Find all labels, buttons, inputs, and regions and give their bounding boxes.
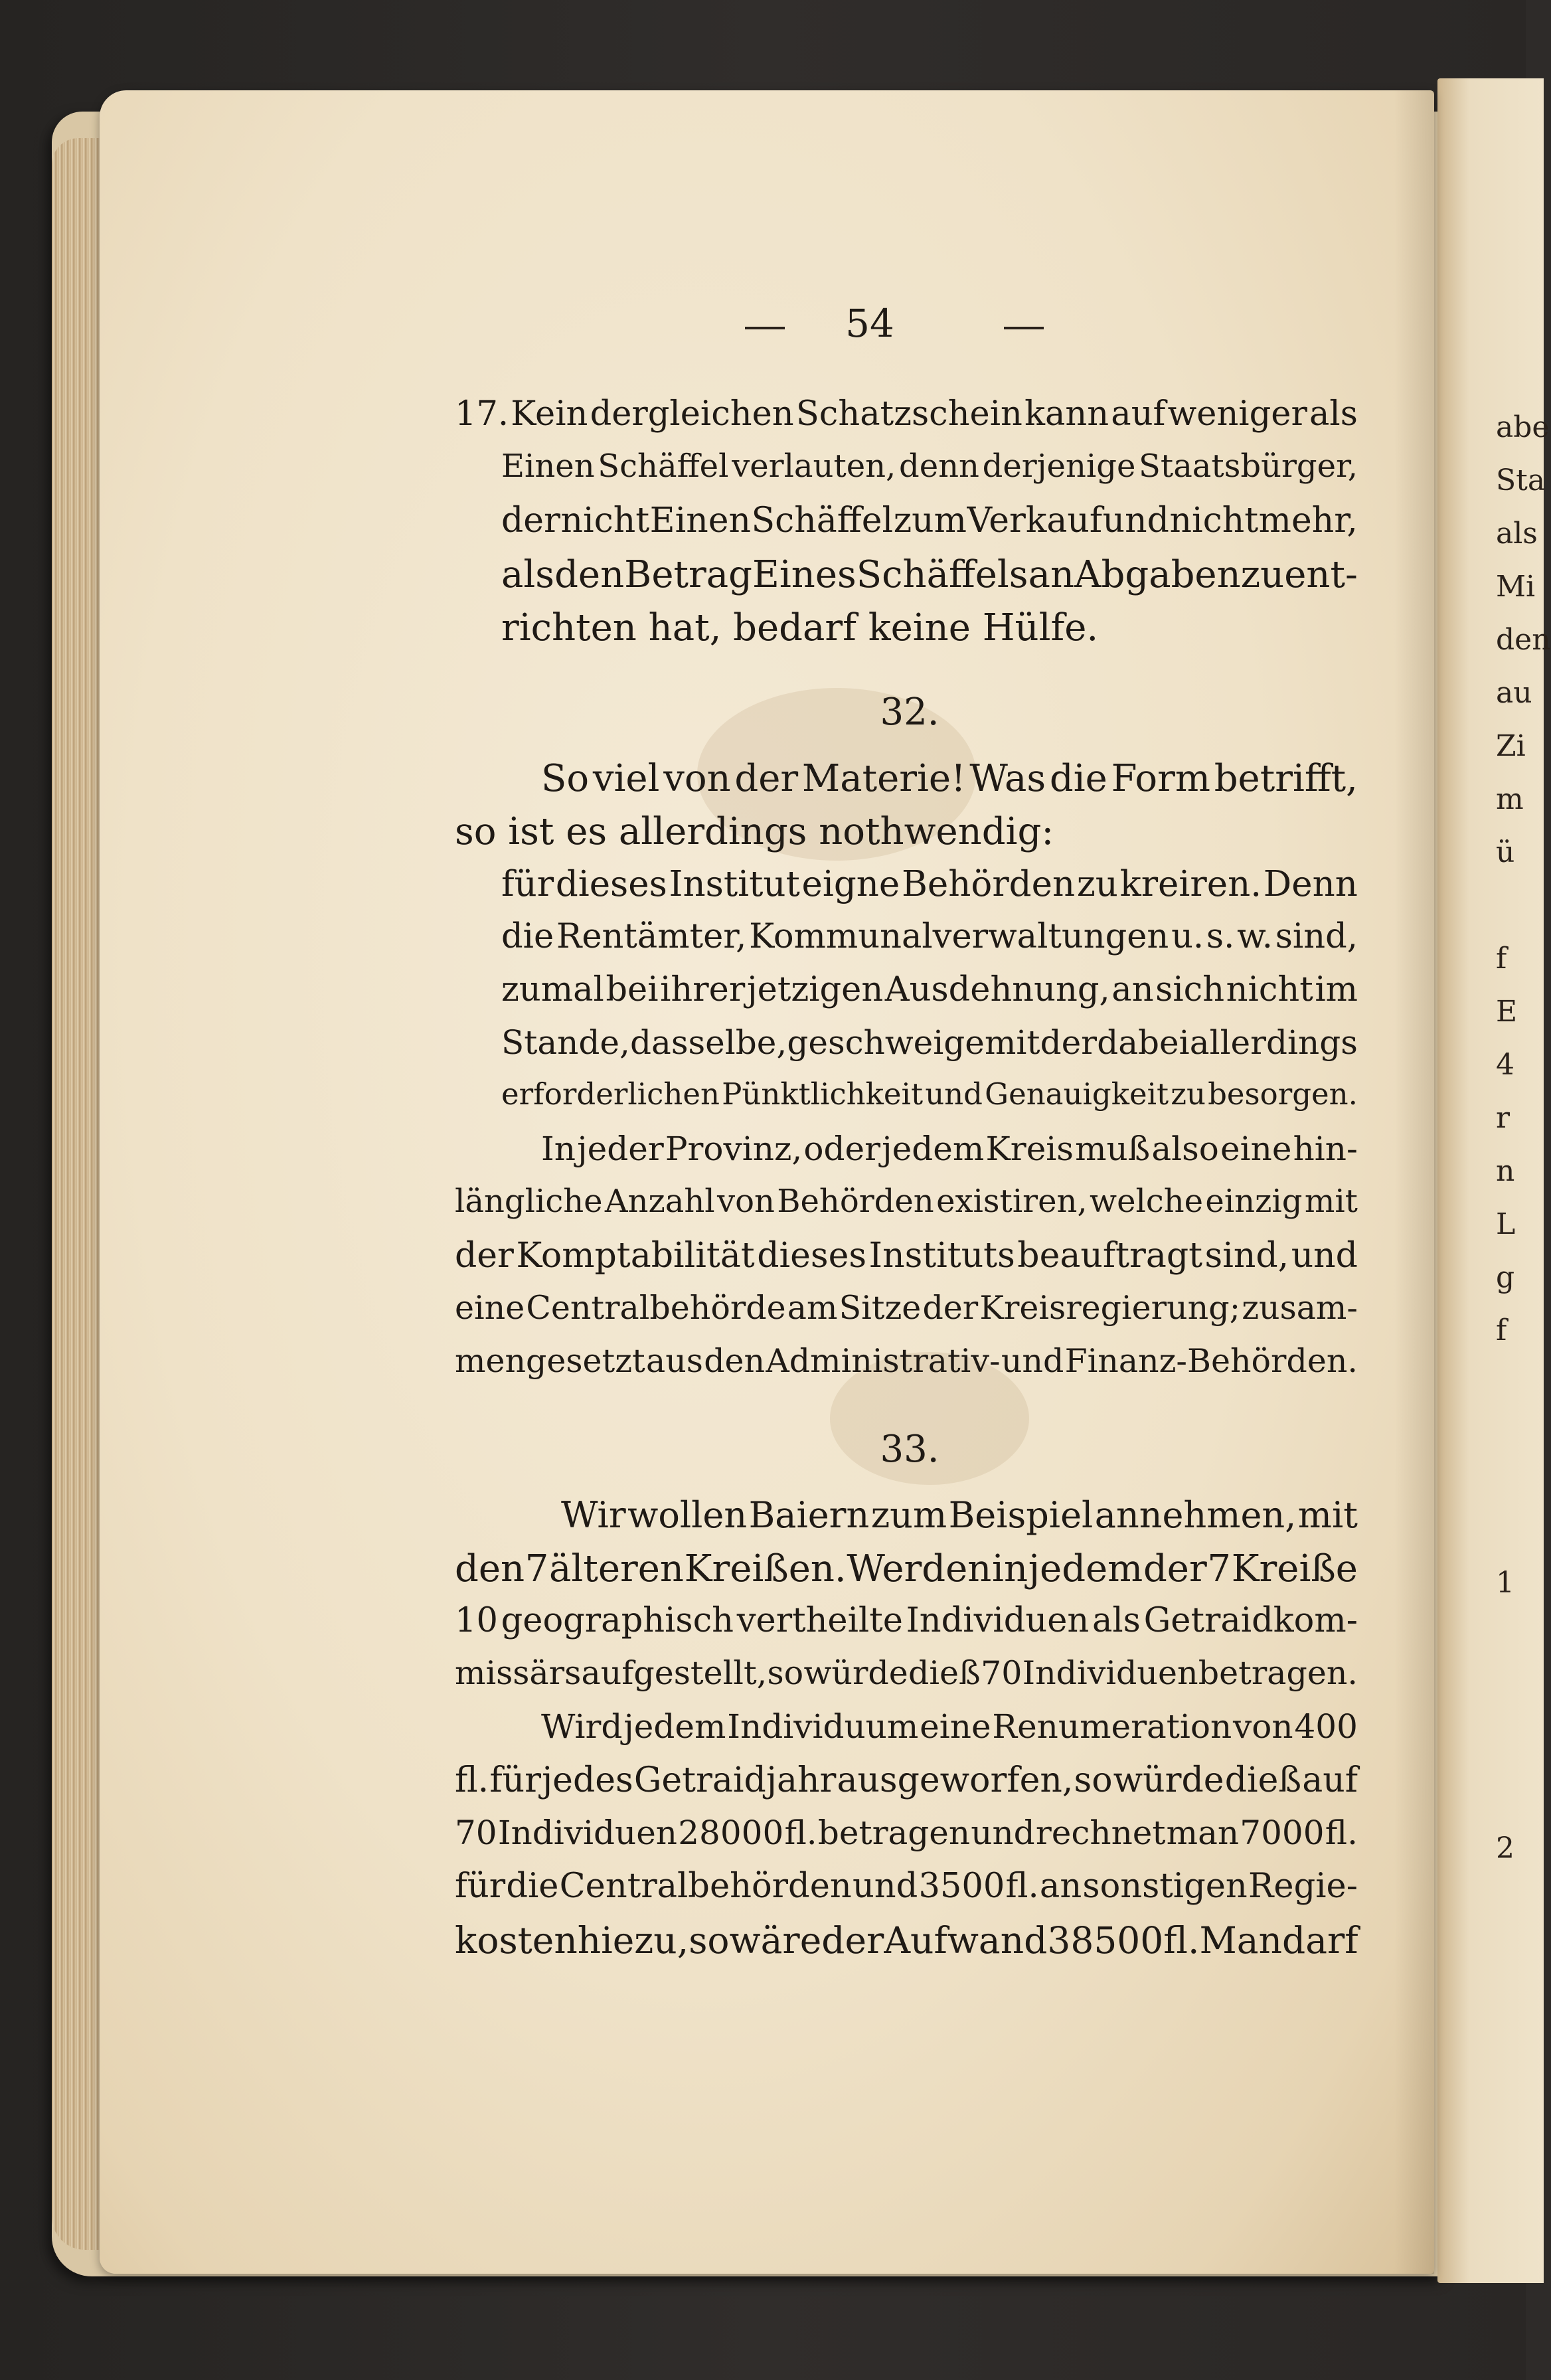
text-line: 10 geographisch vertheilte Individuen als Getraidkom- bbox=[455, 1601, 1358, 1640]
next-page-fragment: n bbox=[1496, 1154, 1515, 1188]
text-line: richten hat, bedarf keine Hülfe. bbox=[501, 606, 1099, 649]
next-page-fragment: L bbox=[1496, 1207, 1516, 1241]
text-line: als den Betrag Eines Schäffels an Abgaben zu ent- bbox=[501, 553, 1358, 596]
text-line: zumal bei ihrer jetzigen Ausdehnung, an sich nicht im bbox=[501, 970, 1358, 1009]
text-line: So viel von der Materie! Was die Form betrifft, bbox=[541, 757, 1358, 800]
next-page-fragment: Mi bbox=[1496, 570, 1536, 604]
header-dash-left bbox=[745, 327, 785, 329]
text-line: der Komptabilität dieses Instituts beauftragt sind, und bbox=[455, 1236, 1358, 1276]
next-page-fragment: g bbox=[1496, 1260, 1515, 1294]
text-line: Wird jedem Individuum eine Renumeration von 400 bbox=[541, 1707, 1358, 1746]
next-page-edge bbox=[1437, 78, 1551, 2283]
text-line: kosten hiezu, so wäre der Aufwand 38500 fl. Man darf bbox=[455, 1919, 1358, 1962]
next-page-fragment: 2 bbox=[1496, 1831, 1514, 1865]
next-page-fragment: 1 bbox=[1496, 1566, 1514, 1600]
text-line: missärs aufgestellt, so würde dieß 70 Individuen betragen. bbox=[455, 1654, 1358, 1692]
text-line: den 7 älteren Kreißen. Werden in jedem der 7 Kreiße bbox=[455, 1547, 1358, 1590]
next-page-fragment: f bbox=[1496, 942, 1507, 976]
text-line: 70 Individuen 28000 fl. betragen und rechnet man 7000 fl. bbox=[455, 1814, 1358, 1852]
next-page-fragment: r bbox=[1496, 1101, 1510, 1135]
text-line: für die Centralbehörden und 3500 fl. an sonstigen Regie- bbox=[455, 1867, 1358, 1906]
next-page-fragment: Zi bbox=[1496, 729, 1526, 763]
section-heading: 33. bbox=[880, 1428, 939, 1471]
text-line: eine Centralbehörde am Sitze der Kreisregierung; zusam- bbox=[455, 1289, 1358, 1327]
text-line: Wir wollen Baiern zum Beispiel annehmen, mit bbox=[561, 1494, 1358, 1536]
next-page-fragment: m bbox=[1496, 782, 1524, 816]
next-page-fragment: als bbox=[1496, 517, 1538, 551]
next-page-fragment: abe bbox=[1496, 410, 1550, 444]
page-number: 54 bbox=[845, 301, 894, 346]
next-page-fragment: Sta bbox=[1496, 464, 1546, 497]
text-line: 17. Kein dergleichen Schatzschein kann auf weniger als bbox=[455, 394, 1358, 434]
next-page-fragment: 4 bbox=[1496, 1048, 1514, 1082]
text-line: mengesetzt aus den Administrativ- und Finanz-Behörden. bbox=[455, 1342, 1358, 1380]
next-page-fragment: den bbox=[1496, 623, 1551, 657]
text-line: Stande, dasselbe, geschweige mit der dabei allerdings bbox=[501, 1023, 1358, 1062]
text-line: erforderlichen Pünktlichkeit und Genauigkeit zu besorgen. bbox=[501, 1076, 1358, 1112]
text-line: für dieses Institut eigne Behörden zu kreiren. Denn bbox=[501, 864, 1358, 904]
text-line: so ist es allerdings nothwendig: bbox=[455, 810, 1054, 853]
header-dash-right bbox=[1004, 327, 1044, 329]
text-line: In jeder Provinz, oder jedem Kreis muß also eine hin- bbox=[541, 1130, 1358, 1168]
text-line: Einen Schäffel verlauten, denn derjenige Staatsbürger, bbox=[501, 448, 1358, 485]
text-line: die Rentämter, Kommunalverwaltungen u. s. w. sind, bbox=[501, 917, 1358, 956]
text-line: der nicht Einen Schäffel zum Verkauf und nicht mehr, bbox=[501, 501, 1358, 541]
text-line: längliche Anzahl von Behörden existiren, welche einzig mit bbox=[455, 1183, 1358, 1220]
text-line: fl. für jedes Getraidjahr ausgeworfen, so würde dieß auf bbox=[455, 1760, 1358, 1800]
section-heading: 32. bbox=[880, 691, 939, 734]
next-page-fragment: f bbox=[1496, 1314, 1507, 1347]
next-page-fragment: E bbox=[1496, 995, 1518, 1029]
next-page-fragment: au bbox=[1496, 676, 1532, 710]
next-page-fragment: ü bbox=[1496, 835, 1515, 869]
